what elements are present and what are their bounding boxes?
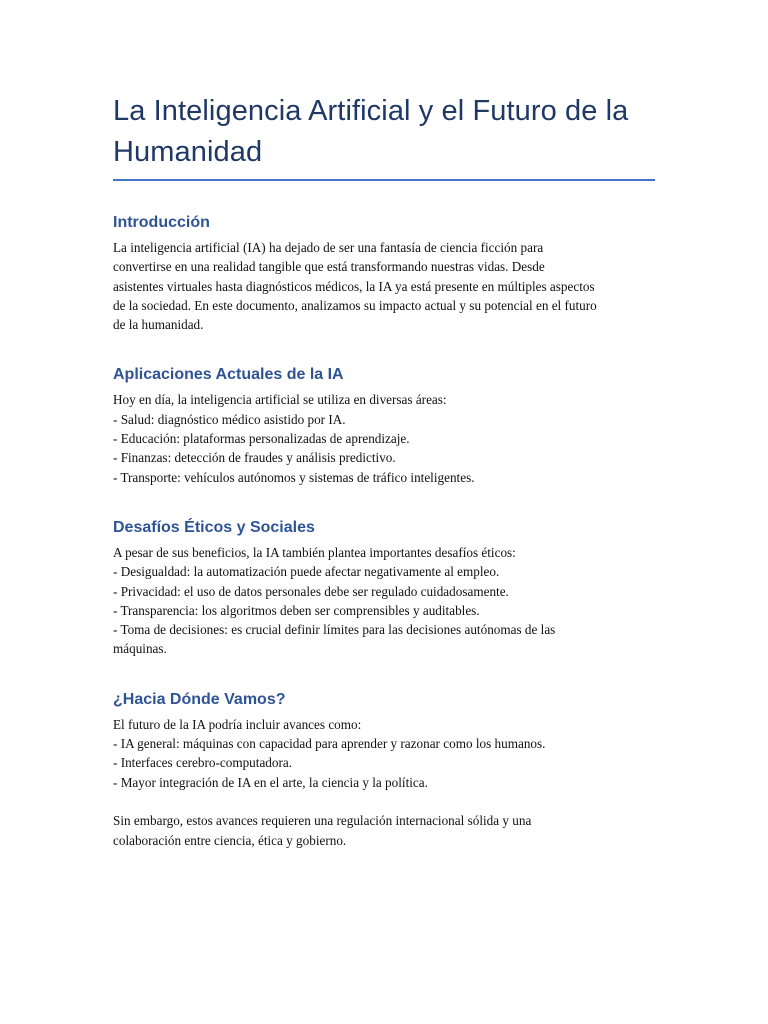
list-item: - Privacidad: el uso de datos personales debe ser regulado cuidadosamente. <box>113 583 509 599</box>
list-item: - Transporte: vehículos autónomos y sistemas de tráfico inteligentes. <box>113 469 475 485</box>
body-line: de la sociedad. En este documento, analizamos su impacto actual y su potencial en el futuro <box>113 297 597 313</box>
section-introduccion <box>113 213 658 334</box>
body-line: convertirse en una realidad tangible que está transformando nuestras vidas. Desde <box>113 259 545 275</box>
blank-line <box>113 792 658 811</box>
list-item: - IA general: máquinas con capacidad para aprender y razonar como los humanos. <box>113 736 546 752</box>
section-body <box>113 715 658 850</box>
list-item: - Mayor integración de IA en el arte, la ciencia y la política. <box>113 774 428 790</box>
section-heading: ¿Hacia Dónde Vamos? <box>113 690 286 708</box>
document-title <box>113 91 658 176</box>
document-title-line-1: La Inteligencia Artificial y el Futuro de la <box>113 95 629 127</box>
section-body <box>113 543 658 659</box>
body-line: Sin embargo, estos avances requieren una regulación internacional sólida y una <box>113 813 532 829</box>
list-item: - Salud: diagnóstico médico asistido por IA. <box>113 411 346 427</box>
list-item-continuation: máquinas. <box>113 641 167 657</box>
body-line: colaboración entre ciencia, ética y gobierno. <box>113 832 347 848</box>
list-item: - Interfaces cerebro-computadora. <box>113 755 293 771</box>
body-line: A pesar de sus beneficios, la IA también plantea importantes desafíos éticos: <box>113 544 516 560</box>
list-item: - Transparencia: los algoritmos deben ser comprensibles y auditables. <box>113 602 480 618</box>
section-desafios <box>113 518 658 659</box>
body-line: de la humanidad. <box>113 317 204 333</box>
section-aplicaciones <box>113 365 658 486</box>
section-heading: Desafíos Éticos y Sociales <box>113 518 315 536</box>
section-hacia-donde-vamos <box>113 690 658 850</box>
body-line: asistentes virtuales hasta diagnósticos médicos, la IA ya está presente en múltiples aspectos <box>113 278 595 294</box>
body-line: La inteligencia artificial (IA) ha dejado de ser una fantasía de ciencia ficción para <box>113 240 544 255</box>
title-underline-rule <box>113 179 655 181</box>
section-heading: Introducción <box>113 214 210 231</box>
section-heading: Aplicaciones Actuales de la IA <box>113 366 344 384</box>
body-line: Hoy en día, la inteligencia artificial se utiliza en diversas áreas: <box>113 392 447 408</box>
section-body <box>113 238 658 334</box>
section-body <box>113 390 658 486</box>
document-content <box>113 91 658 850</box>
body-line: El futuro de la IA podría incluir avances como: <box>113 716 362 732</box>
document-title-line-2: Humanidad <box>113 136 263 168</box>
list-item: - Finanzas: detección de fraudes y análisis predictivo. <box>113 450 396 466</box>
list-item: - Educación: plataformas personalizadas de aprendizaje. <box>113 431 410 447</box>
list-item: - Desigualdad: la automatización puede afectar negativamente al empleo. <box>113 564 500 580</box>
list-item: - Toma de decisiones: es crucial definir límites para las decisiones autónomas de las <box>113 622 556 638</box>
